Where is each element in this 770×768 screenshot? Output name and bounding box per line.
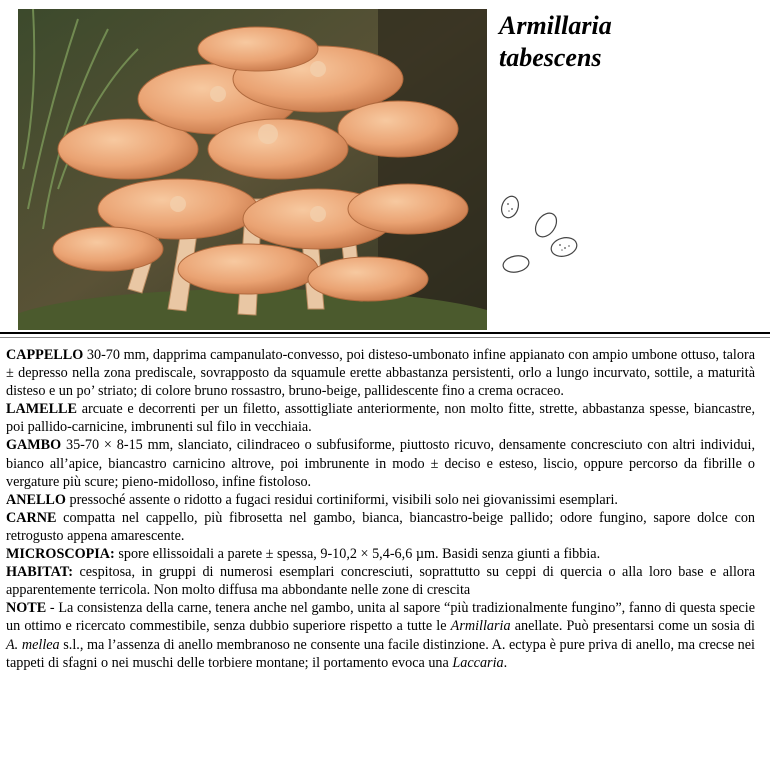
section-text: spore ellissoidali a parete ± spessa, 9-10,2 × 5,4-6,6 µm. Basidi senza giunti a fibbia. (114, 546, 601, 563)
species-epithet: tabescens (499, 43, 602, 72)
section-divider (0, 332, 770, 338)
section-label: GAMBO (6, 437, 62, 454)
section-label: NOTE (6, 600, 47, 617)
note-italic-species: A. mellea (6, 636, 60, 653)
section-text: 35-70 × 8-15 mm, slanciato, cilindraceo o subfusiforme, piuttosto ricuvo, densamente concresciuto con altri individui, bianco all’apice, biancastro carnicino altrove, poi imbrunente in modo ± deciso e esteso, liscio, oppure percorso da fibrille o vergature più scure; pieno-midolloso, infine fistoloso. (6, 437, 755, 490)
section-microscopia (6, 545, 755, 563)
section-lamelle (6, 400, 755, 436)
section-label: CARNE (6, 509, 57, 526)
spore-1 (499, 194, 522, 220)
note-text: anellate. Può presentarsi come un sosia di (510, 618, 755, 635)
section-label: CAPPELLO (6, 347, 84, 363)
mushroom-photo (18, 9, 487, 330)
section-label: LAMELLE (6, 401, 77, 418)
section-gambo (6, 436, 755, 490)
section-carne (6, 509, 755, 545)
note-text: . (503, 654, 508, 671)
note-text: - La consistenza della carne, tenera anche nel gambo, unita al sapore “più tradizionalmente fungino”, fanno di questa specie un ottimo e ricercato commestibile, senza dubbio superiore rispetto a tutte le (6, 600, 755, 635)
section-text: 30-70 mm, dapprima campanulato-convesso, poi disteso-umbonato infine appianato con ampio umbone ottuso, talora ± depresso nella zona prediscale, sovrapposto da squamule erette abbastanza persistenti, orlo a lungo incurvato, sottile, a maturità disteso e un po’ striato; di colore bruno rossastro, bruno-beige, pallidescente fino a crema ocraceo. (6, 347, 755, 400)
spore-3 (549, 235, 579, 259)
section-text: cespitosa, in gruppi di numerosi esemplari concresciuti, soprattutto su ceppi di quercia o alla loro base e allora apparentemente terricola. Non molto diffusa ma abbondante nelle zone di crescita (6, 564, 755, 599)
section-text: pressoché assente o ridotto a fugaci residui cortiniformi, visibili solo nei giovanissimi esemplari. (65, 491, 618, 508)
section-cappello (6, 346, 755, 400)
spore-drawings (498, 190, 588, 280)
section-text: arcuate e decorrenti per un filetto, assottigliate anteriormente, non molto fitte, strette, abbastanza spesse, biancastre, poi pallido-carnicine, imbrunenti sul filo in vecchiaia. (6, 401, 755, 436)
species-genus: Armillaria (499, 11, 612, 40)
section-label: ANELLO (6, 491, 66, 508)
description (6, 346, 755, 672)
note-italic-laccaria: Laccaria (452, 654, 504, 671)
note-text: s.l., ma l’assenza di anello membranoso ne consente una facile distinzione. A. ectypa è pure priva di anello, ma crecse nei tappeti di sfagni o nei muschi delle torbiere montane; il portamento evoca una (6, 636, 755, 671)
section-text: compatta nel cappello, più fibrosetta nel gambo, bianca, biancastro-beige pallido; odore fungino, sapore dolce con retrogusto appena amarescente. (6, 509, 755, 544)
spore-illustration (498, 190, 588, 280)
note-italic-genus: Armillaria (450, 618, 511, 635)
section-habitat (6, 563, 755, 599)
section-note (6, 599, 755, 671)
section-anello (6, 491, 755, 509)
section-label: HABITAT: (6, 564, 73, 581)
species-name (499, 10, 759, 74)
spore-4 (502, 254, 530, 274)
mushroom-cluster-illustration (18, 9, 487, 330)
section-label: MICROSCOPIA: (6, 546, 115, 563)
spore-2 (531, 209, 561, 241)
